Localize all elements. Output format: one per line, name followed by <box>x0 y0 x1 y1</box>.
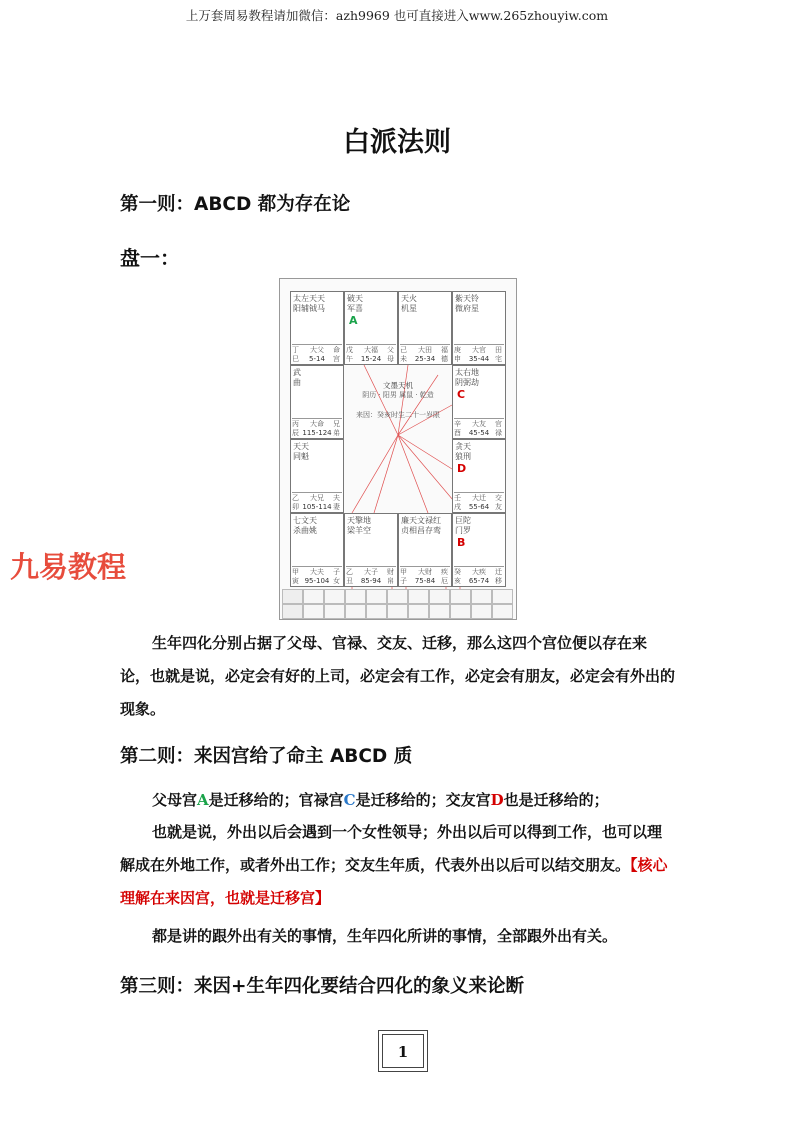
sihua-mark-C: C <box>457 388 466 401</box>
sihua-mark-D: D <box>457 462 467 475</box>
palace-name: 迁移 <box>495 568 502 585</box>
palace-stars: 天擎地 梁羊空 <box>347 516 371 535</box>
sihua-line <box>374 435 398 513</box>
palace-11 <box>452 513 506 587</box>
mark-a: A <box>197 791 209 809</box>
footer-cell <box>492 589 513 604</box>
footer-cell <box>282 589 303 604</box>
palace-name: 田宅 <box>495 346 502 363</box>
palace-stars: 紫天铃 微府星 <box>455 294 479 313</box>
daxian-age: 25-34 <box>414 355 436 363</box>
chart-center-info: 阴历 · 阳男 属鼠 · 乾造 <box>362 391 434 399</box>
palace-stars: 太右地 阴弼劫 <box>455 368 479 387</box>
palace-8 <box>290 513 344 587</box>
footer-cell <box>387 604 408 619</box>
palace-7 <box>452 439 506 513</box>
daxian-age: 5-14 <box>309 355 325 363</box>
para3-text: 也就是说，外出以后会遇到一个女性领导；外出以后可以得到工作，也可以理解成在外地工作，或者外出工作；交友生年质，代表外出以后可以结交朋友。 <box>120 823 663 874</box>
palace-name: 父母 <box>387 346 394 363</box>
palace-3 <box>452 291 506 365</box>
palace-stem: 辛酉 <box>454 420 461 437</box>
palace-stars: 巨陀 门罗 <box>455 516 471 535</box>
daxian-age: 75-84 <box>414 577 436 585</box>
footer-cell <box>471 589 492 604</box>
palace-info <box>454 566 504 586</box>
page-title: 白派法则 <box>343 127 451 158</box>
sihua-mark-A: A <box>349 314 358 327</box>
paragraph-3 <box>120 816 676 915</box>
palace-info <box>292 344 342 364</box>
palace-daxian <box>305 568 330 586</box>
palace-info <box>292 566 342 586</box>
palace-name: 疾厄 <box>441 568 448 585</box>
palace-stem: 庚申 <box>454 346 461 363</box>
daxian-name: 大子 <box>364 568 378 576</box>
palace-daxian <box>469 568 489 586</box>
footer-cell <box>429 589 450 604</box>
palace-stem: 癸亥 <box>454 568 461 585</box>
para2-text-1: 父母宫 <box>152 791 198 809</box>
footer-cell <box>366 589 387 604</box>
daxian-age: 55-64 <box>468 503 490 511</box>
footer-cell <box>366 604 387 619</box>
chart-center-note: 来因：癸亥时生二十一岁限 <box>356 411 440 419</box>
palace-info <box>346 344 396 364</box>
ziwei-chart <box>279 278 517 620</box>
palace-stars: 破天 军喜 <box>347 294 363 313</box>
daxian-name: 大友 <box>472 420 486 428</box>
footer-cell <box>408 604 429 619</box>
chart1-label: 盘一： <box>120 246 180 270</box>
palace-name: 福德 <box>441 346 448 363</box>
palace-stars: 天天 同魁 <box>293 442 309 461</box>
daxian-name: 大疾 <box>472 568 486 576</box>
footer-cell <box>450 604 471 619</box>
palace-daxian <box>469 346 489 364</box>
page-header: 上万套周易教程请加微信：azh9969 也可直接进入www.265zhouyiw.com <box>185 8 609 23</box>
palace-info <box>454 344 504 364</box>
palace-daxian <box>361 568 381 586</box>
rule1-heading: 第一则：ABCD 都为存在论 <box>120 194 351 215</box>
palace-stars: 七文天 杀曲姚 <box>293 516 317 535</box>
palace-info <box>454 418 504 438</box>
palace-stars: 太左天天 阳辅钺马 <box>293 294 325 313</box>
sihua-line <box>364 365 398 435</box>
palace-stem: 壬戌 <box>454 494 461 511</box>
palace-info <box>400 566 450 586</box>
chart-center-title: 文墨天机 <box>383 381 413 390</box>
palace-name: 子女 <box>332 568 340 585</box>
footer-cell <box>492 604 513 619</box>
daxian-name: 大父 <box>309 346 324 354</box>
rule2-heading: 第二则：来因宫给了命主 ABCD 质 <box>120 746 413 767</box>
palace-daxian <box>361 346 381 364</box>
palace-2 <box>398 291 452 365</box>
palace-stars: 武 曲 <box>293 368 301 387</box>
palace-4 <box>290 365 344 439</box>
footer-cell <box>387 589 408 604</box>
daxian-age: 85-94 <box>360 577 382 585</box>
daxian-age: 105-114 <box>302 503 332 511</box>
daxian-name: 大迁 <box>472 494 486 502</box>
palace-10 <box>398 513 452 587</box>
sihua-line <box>398 365 408 435</box>
footer-cell <box>345 604 366 619</box>
palace-info <box>292 418 342 438</box>
palace-stars: 天火 机星 <box>401 294 417 313</box>
palace-stem: 丁巳 <box>292 346 299 363</box>
daxian-age: 15-24 <box>360 355 382 363</box>
daxian-name: 大兄 <box>310 494 324 502</box>
footer-cell <box>408 589 429 604</box>
palace-daxian <box>469 420 489 438</box>
palace-stem: 甲子 <box>400 568 407 585</box>
palace-name: 财帛 <box>387 568 394 585</box>
footer-cell <box>282 604 303 619</box>
paragraph-1: 生年四化分别占据了父母、官禄、交友、迁移，那么这四个宫位便以存在来论，也就是说，必定会有好的上司，必定会有工作，必定会有朋友，必定会有外出的现象。 <box>120 634 676 718</box>
palace-stem: 乙卯 <box>292 494 299 511</box>
palace-name: 命宫 <box>332 346 340 363</box>
palace-stem: 丙辰 <box>292 420 299 437</box>
para3-highlight: 【核心理解在来因宫，也就是迁移宫】 <box>120 856 668 907</box>
palace-daxian <box>302 494 331 512</box>
daxian-age: 115-124 <box>302 429 332 437</box>
palace-name: 交友 <box>495 494 502 511</box>
palace-0 <box>290 291 344 365</box>
footer-cell <box>345 589 366 604</box>
sihua-line <box>352 435 398 513</box>
daxian-name: 大财 <box>418 568 432 576</box>
daxian-name: 大官 <box>472 346 486 354</box>
footer-cell <box>303 589 324 604</box>
para2-text-2: 是迁移给的；官禄宫 <box>208 791 344 809</box>
palace-9 <box>344 513 398 587</box>
para2-text-3: 是迁移给的；交友宫 <box>355 791 491 809</box>
footer-cell <box>324 604 345 619</box>
footer-cell <box>324 589 345 604</box>
paragraph-4: 都是讲的跟外出有关的事情，生年四化所讲的事情，全部跟外出有关。 <box>152 927 618 945</box>
rule3-heading: 第三则：来因+生年四化要结合四化的象义来论断 <box>120 976 525 997</box>
palace-daxian <box>415 346 435 364</box>
palace-info <box>346 566 396 586</box>
footer-cell <box>450 589 471 604</box>
daxian-name: 大命 <box>310 420 324 428</box>
mark-d: D <box>490 791 504 809</box>
palace-stars: 贪天 狼刑 <box>455 442 471 461</box>
sihua-line <box>398 435 452 469</box>
palace-daxian <box>415 568 435 586</box>
paragraph-2 <box>120 784 676 817</box>
footer-cell <box>471 604 492 619</box>
palace-name: 兄弟 <box>333 420 340 437</box>
palace-stem: 甲寅 <box>292 568 299 585</box>
daxian-age: 35-44 <box>468 355 490 363</box>
daxian-name: 大田 <box>418 346 432 354</box>
palace-stars: 廉天文禄红 贞相昌存鸾 <box>401 516 441 535</box>
palace-info <box>454 492 504 512</box>
palace-info <box>292 492 342 512</box>
footer-cell <box>429 604 450 619</box>
palace-daxian <box>469 494 489 512</box>
palace-5 <box>452 365 506 439</box>
daxian-age: 45-54 <box>468 429 490 437</box>
palace-1 <box>344 291 398 365</box>
palace-info <box>400 344 450 364</box>
sihua-line <box>398 405 452 435</box>
palace-stem: 乙丑 <box>346 568 353 585</box>
palace-name: 夫妻 <box>333 494 340 511</box>
page-number: 1 <box>382 1034 424 1068</box>
sihua-mark-B: B <box>457 536 466 549</box>
palace-6 <box>290 439 344 513</box>
palace-name: 官禄 <box>495 420 502 437</box>
sihua-line <box>398 435 428 513</box>
mark-c: C <box>343 791 356 809</box>
daxian-name: 大夫 <box>309 568 324 576</box>
palace-daxian <box>302 420 331 438</box>
palace-stem: 己未 <box>400 346 407 363</box>
para2-text-4: 也是迁移给的； <box>503 791 609 809</box>
palace-daxian <box>309 346 325 364</box>
palace-stem: 戊午 <box>346 346 353 363</box>
watermark: 九易教程 <box>10 550 127 584</box>
footer-cell <box>303 604 324 619</box>
daxian-age: 65-74 <box>468 577 490 585</box>
daxian-name: 大福 <box>364 346 378 354</box>
daxian-age: 95-104 <box>304 577 330 585</box>
